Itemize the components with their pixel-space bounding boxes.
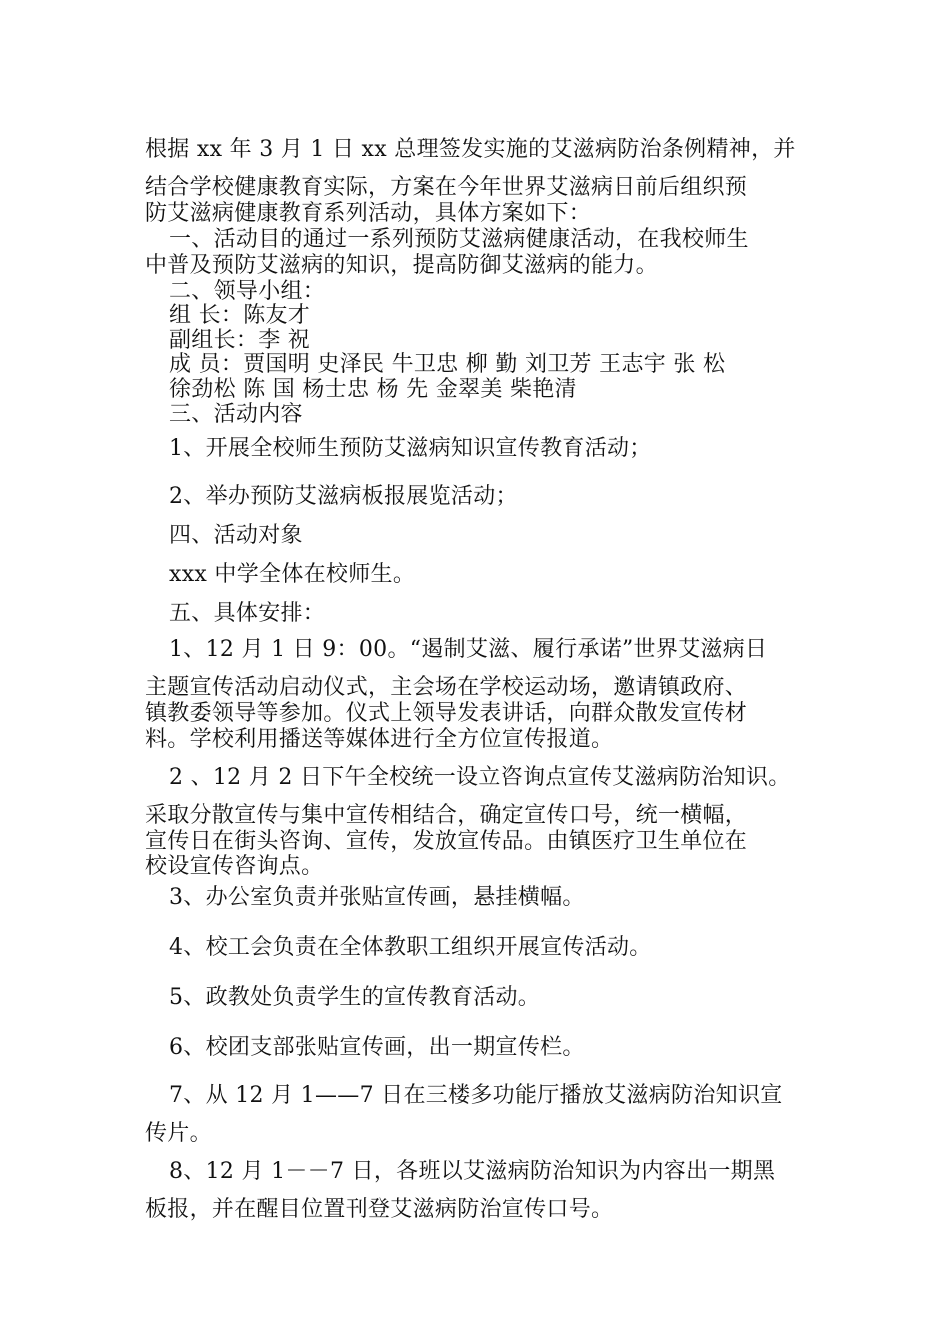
text-line: 镇教委领导等参加。仪式上领导发表讲话，向群众散发宣传材 bbox=[145, 701, 748, 726]
text-line: 2 、12 月 2 日下午全校统一设立咨询点宣传艾滋病防治知识。 bbox=[169, 765, 791, 790]
text-line: 板报，并在醒目位置刊登艾滋病防治宣传口号。 bbox=[145, 1197, 614, 1222]
text-line: 组 长：陈友才 bbox=[169, 303, 311, 328]
text-line: 主题宣传活动启动仪式，主会场在学校运动场，邀请镇政府、 bbox=[145, 675, 748, 700]
text-line: 3、办公室负责并张贴宣传画，悬挂横幅。 bbox=[169, 885, 585, 910]
text-line: 中普及预防艾滋病的知识，提高防御艾滋病的能力。 bbox=[145, 253, 658, 278]
text-line: 料。学校利用播送等媒体进行全方位宣传报道。 bbox=[145, 727, 614, 752]
text-line: 1、12 月 1 日 9：00。“遏制艾滋、履行承诺”世界艾滋病日 bbox=[169, 637, 768, 662]
text-line: 5、政教处负责学生的宣传教育活动。 bbox=[169, 985, 541, 1010]
text-line: 8、12 月 1－－7 日，各班以艾滋病防治知识为内容出一期黑 bbox=[169, 1159, 776, 1184]
text-line: 成 员：贾国明 史泽民 牛卫忠 柳 勤 刘卫芳 王志宇 张 松 bbox=[169, 352, 726, 377]
text-line: 校设宣传咨询点。 bbox=[145, 854, 324, 879]
text-line: 根据 xx 年 3 月 1 日 xx 总理签发实施的艾滋病防治条例精神，并 bbox=[145, 137, 796, 162]
text-line: 副组长：李 祝 bbox=[169, 328, 311, 353]
text-line: 2、举办预防艾滋病板报展览活动； bbox=[169, 484, 518, 509]
text-line: 五、具体安排： bbox=[169, 601, 326, 626]
text-line: 徐劲松 陈 国 杨士忠 杨 先 金翠美 柴艳清 bbox=[169, 377, 577, 402]
text-line: 结合学校健康教育实际，方案在今年世界艾滋病日前后组织预 bbox=[145, 175, 748, 200]
text-line: 6、校团支部张贴宣传画，出一期宣传栏。 bbox=[169, 1035, 585, 1060]
text-line: 7、从 12 月 1——7 日在三楼多功能厅播放艾滋病防治知识宣 bbox=[169, 1083, 783, 1108]
text-line: 传片。 bbox=[145, 1121, 212, 1146]
text-line: xxx 中学全体在校师生。 bbox=[169, 562, 416, 587]
text-line: 一、活动目的通过一系列预防艾滋病健康活动，在我校师生 bbox=[169, 227, 749, 252]
text-line: 4、校工会负责在全体教职工组织开展宣传活动。 bbox=[169, 935, 652, 960]
text-line: 二、领导小组： bbox=[169, 279, 326, 304]
text-line: 采取分散宣传与集中宣传相结合，确定宣传口号，统一横幅， bbox=[145, 803, 748, 828]
text-line: 宣传日在街头咨询、宣传，发放宣传品。由镇医疗卫生单位在 bbox=[145, 829, 748, 854]
text-line: 三、活动内容 bbox=[169, 402, 303, 427]
text-line: 防艾滋病健康教育系列活动，具体方案如下： bbox=[145, 201, 592, 226]
text-line: 1、开展全校师生预防艾滋病知识宣传教育活动； bbox=[169, 436, 652, 461]
text-line: 四、活动对象 bbox=[169, 523, 303, 548]
